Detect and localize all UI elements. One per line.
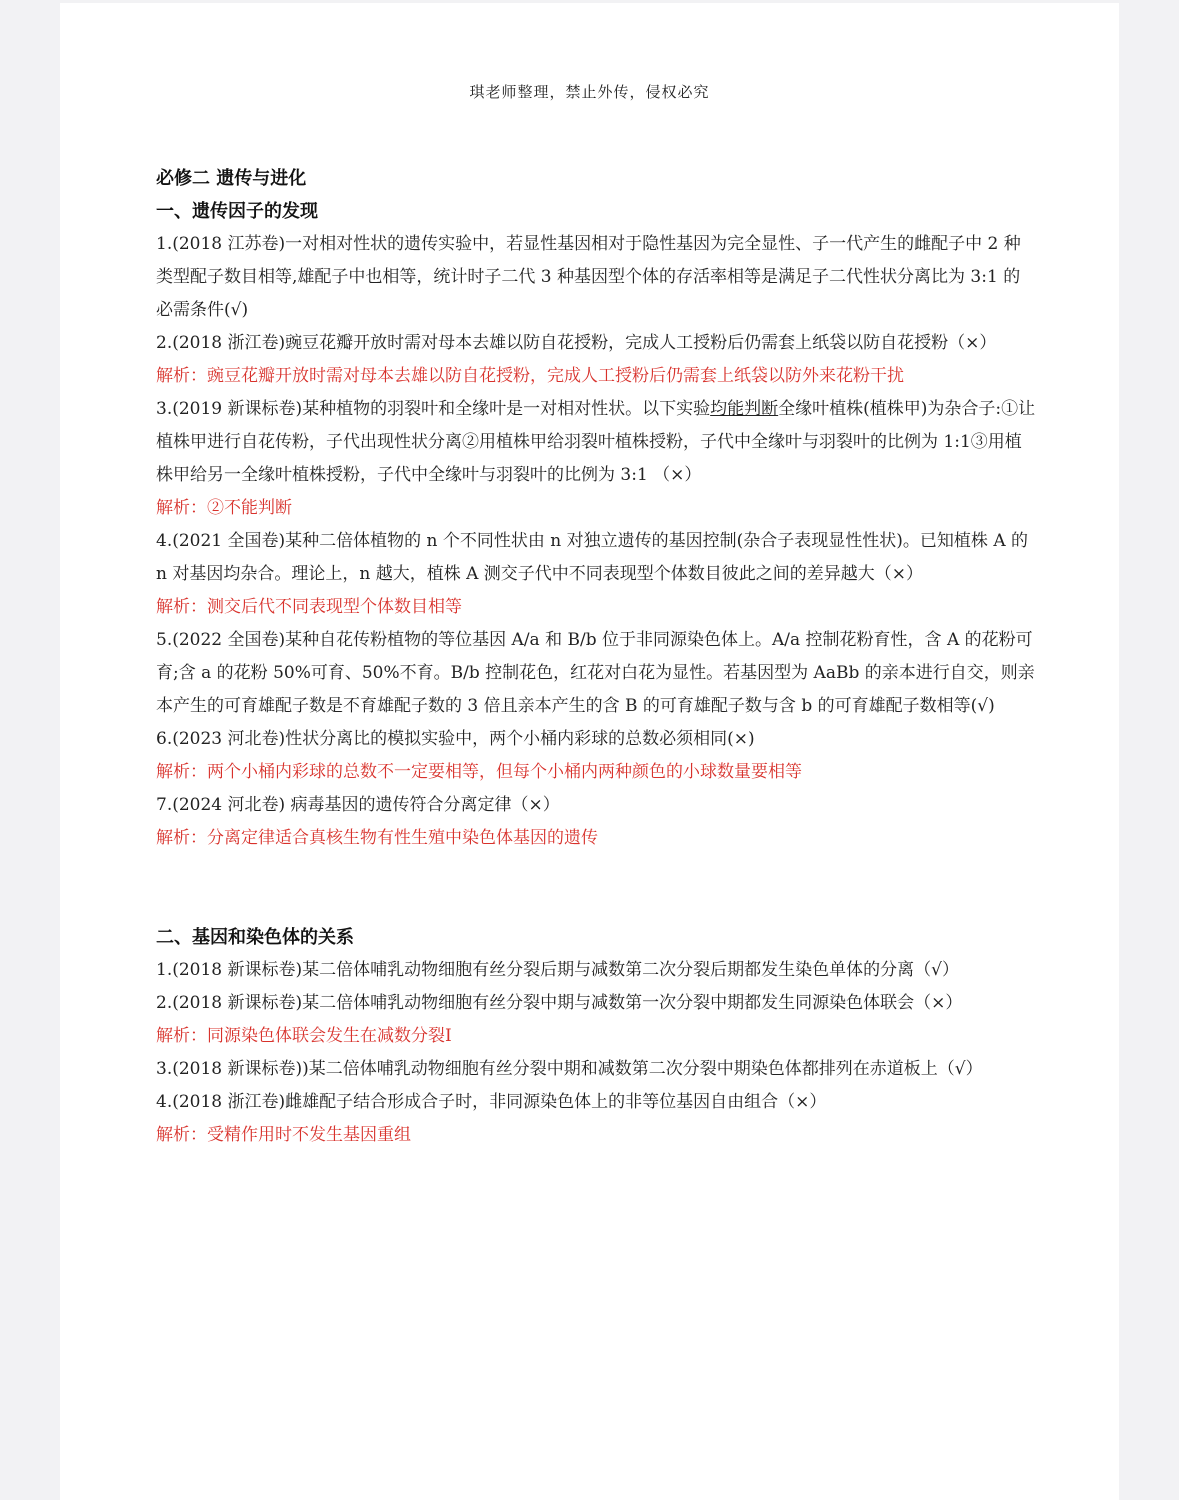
- part2-question-3: 3.(2018 新课标卷))某二倍体哺乳动物细胞有丝分裂中期和减数第二次分裂中期染色体都排列在赤道板上（√）: [156, 1059, 983, 1079]
- part2-analysis-4: 解析：受精作用时不发生基因重组: [156, 1125, 411, 1145]
- page-content: [156, 162, 1036, 1152]
- part1-question-3-underlined: 均能判断: [710, 399, 779, 419]
- part2-analysis-2: 解析：同源染色体联会发生在减数分裂Ⅰ: [156, 1026, 452, 1046]
- part2-question-2: 2.(2018 新课标卷)某二倍体哺乳动物细胞有丝分裂中期与减数第一次分裂中期都发生同源染色体联会（×）: [156, 993, 963, 1013]
- part1-heading: 一、遗传因子的发现: [156, 201, 318, 222]
- part1-analysis-7: 解析：分离定律适合真核生物有性生殖中染色体基因的遗传: [156, 828, 598, 848]
- part1-question-3: [156, 393, 1036, 492]
- part1-analysis-4: 解析：测交后代不同表现型个体数目相等: [156, 597, 462, 617]
- part1-analysis-6: 解析：两个小桶内彩球的总数不一定要相等，但每个小桶内两种颜色的小球数量要相等: [156, 762, 802, 782]
- part1-question-4: 4.(2021 全国卷)某种二倍体植物的 n 个不同性状由 n 对独立遗传的基因控制(杂合子表现显性性状)。已知植株 A 的 n 对基因均杂合。理论上，n 越大，植株 A 测交子代中不同表现型个体数目彼此之间的差异越大（×）: [156, 531, 1029, 584]
- part1-question-3-text-a: 3.(2019 新课标卷)某种植物的羽裂叶和全缘叶是一对相对性状。以下实验: [156, 399, 711, 419]
- part2-heading: 二、基因和染色体的关系: [156, 927, 354, 948]
- part1-question-5: 5.(2022 全国卷)某种自花传粉植物的等位基因 A/a 和 B/b 位于非同源染色体上。A/a 控制花粉育性，含 A 的花粉可育;含 a 的花粉 50%可育、50%不育。B/b 控制花色，红花对白花为显性。若基因型为 AaBb 的亲本进行自交，则亲本产生的可育雄配子数是不育雄配子数的 3 倍且亲本产生的含 B 的可育雄配子数与含 b 的可育雄配子数相等(√): [156, 630, 1035, 716]
- part2-question-4: 4.(2018 浙江卷)雌雄配子结合形成合子时，非同源染色体上的非等位基因自由组合（×）: [156, 1092, 827, 1112]
- part1-question-6: 6.(2023 河北卷)性状分离比的模拟实验中，两个小桶内彩球的总数必须相同(×): [156, 729, 755, 749]
- part1-question-1: 1.(2018 江苏卷)一对相对性状的遗传实验中，若显性基因相对于隐性基因为完全显性、子一代产生的雌配子中 2 种类型配子数目相等,雄配子中也相等，统计时子二代 3 种基因型个体的存活率相等是满足子二代性状分离比为 3:1 的必需条件(√): [156, 234, 1021, 320]
- part1-analysis-3: 解析：②不能判断: [156, 498, 292, 518]
- document-page: [60, 3, 1119, 1500]
- part1-question-2: 2.(2018 浙江卷)豌豆花瓣开放时需对母本去雄以防自花授粉，完成人工授粉后仍需套上纸袋以防自花授粉（×）: [156, 333, 997, 353]
- part1-question-3-text-b: 全缘叶植株(植株甲)为杂合子:①让植株甲进行自花传粉，子代出现性状分离②用植株甲给羽裂叶植株授粉，子代中全缘叶与羽裂叶的比例为 1:1③用植株甲给另一全缘叶植株授粉，子代中全缘叶与羽裂叶的比例为 3:1 （×）: [156, 399, 1036, 485]
- section-title: 必修二 遗传与进化: [156, 168, 307, 189]
- page-header: 琪老师整理，禁止外传，侵权必究: [469, 83, 710, 101]
- part1-question-7: 7.(2024 河北卷) 病毒基因的遗传符合分离定律（×）: [156, 795, 560, 815]
- part2-question-1: 1.(2018 新课标卷)某二倍体哺乳动物细胞有丝分裂后期与减数第二次分裂后期都发生染色单体的分离（√）: [156, 960, 959, 980]
- section-spacer: [156, 855, 1036, 921]
- part1-analysis-2: 解析：豌豆花瓣开放时需对母本去雄以防自花授粉，完成人工授粉后仍需套上纸袋以防外来花粉干扰: [156, 366, 904, 386]
